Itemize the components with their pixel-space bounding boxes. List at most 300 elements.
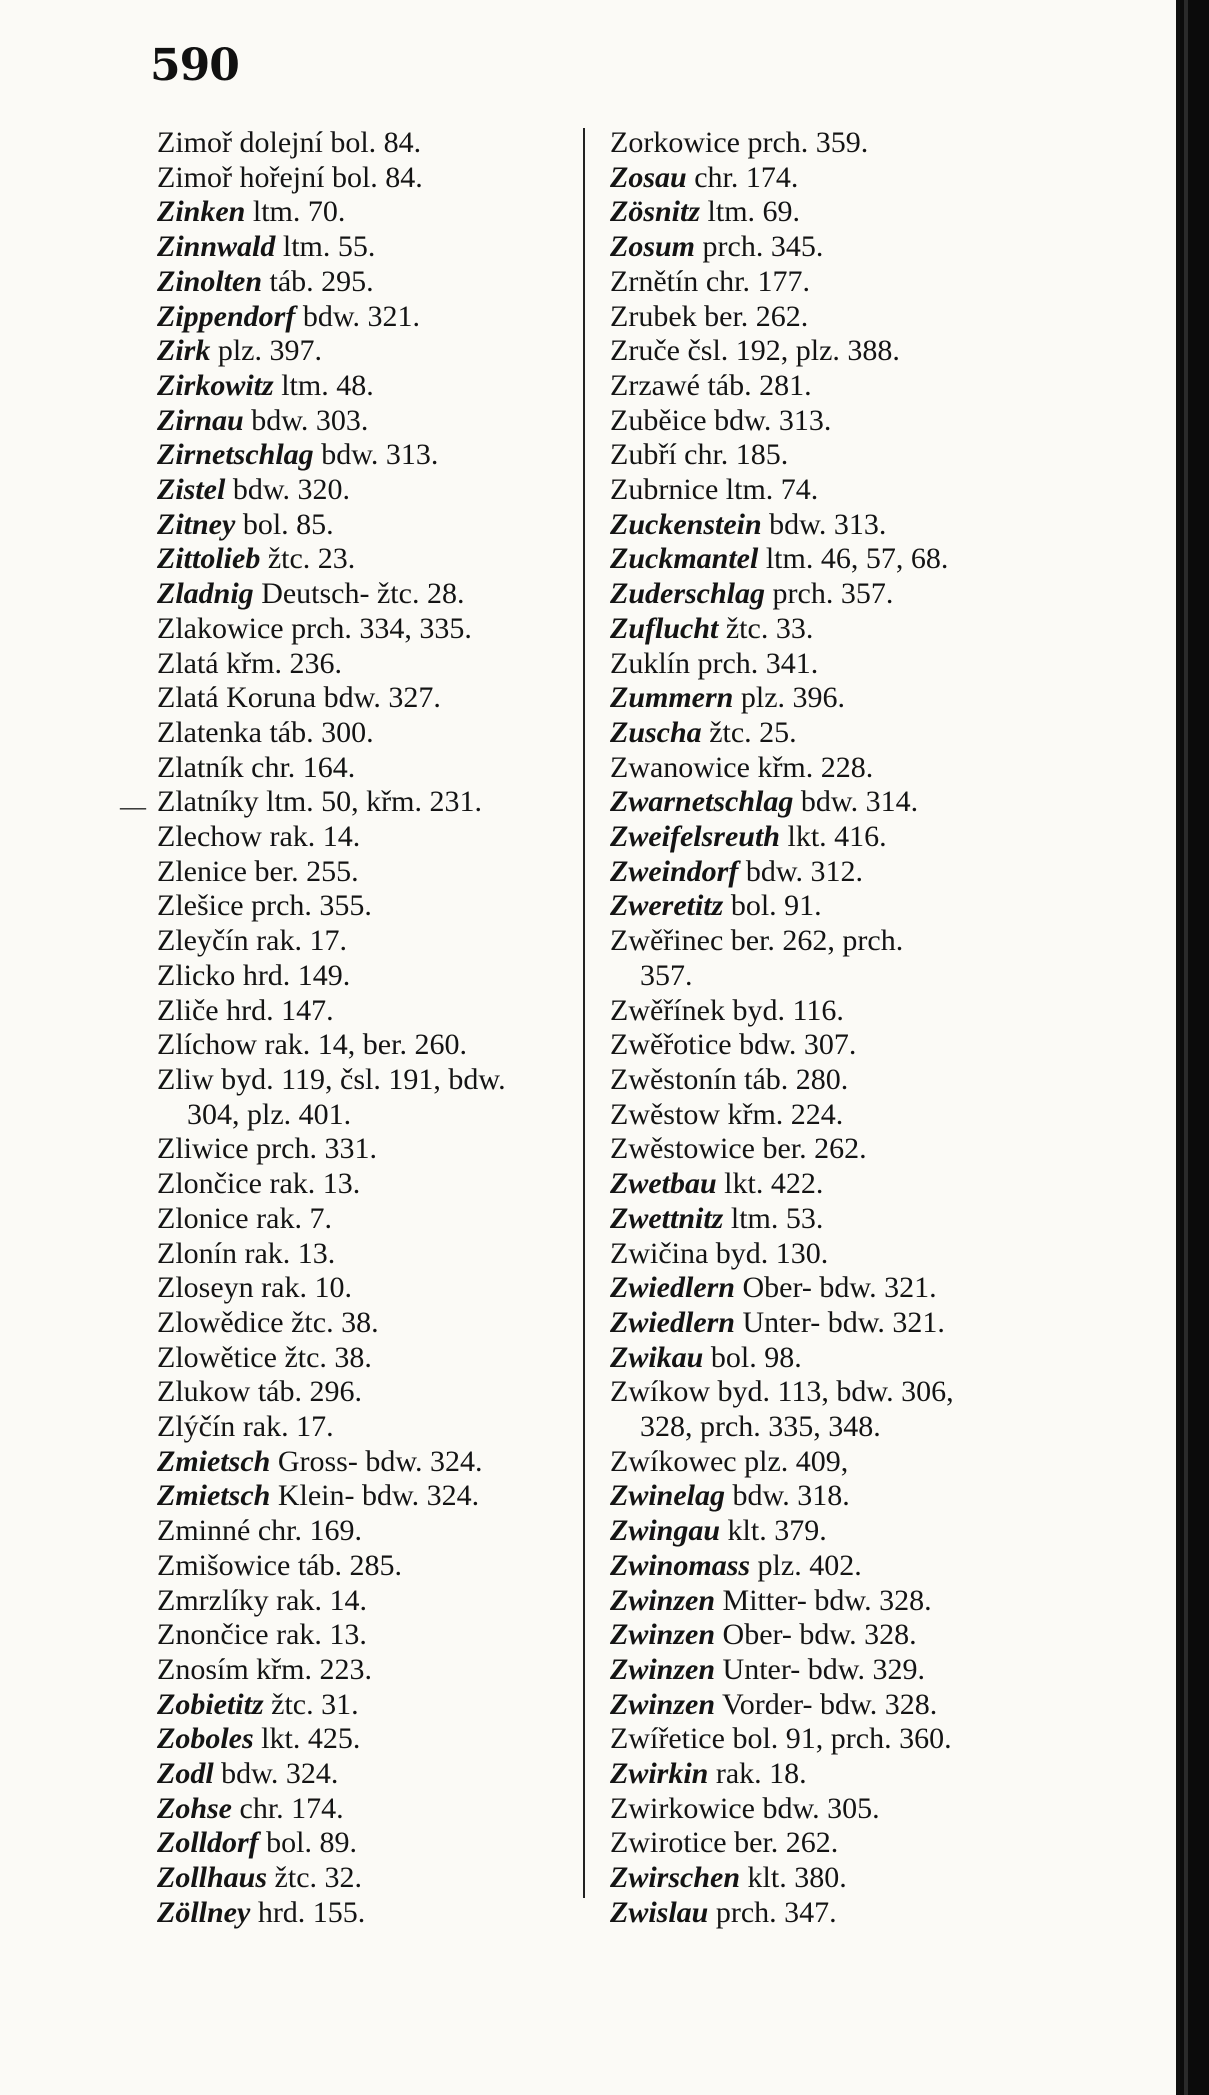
place-reference: bol. 91. [730,889,822,923]
index-entry [610,1618,1080,1653]
place-reference: ltm. 48. [281,368,374,402]
index-entry [610,924,1080,993]
place-reference: chr. 174. [694,160,799,194]
place-reference: prch. 355. [251,889,372,923]
place-reference: Unter- bdw. 321. [742,1305,945,1339]
place-name: Zollhaus [157,1861,268,1895]
index-entry [610,369,1080,404]
index-entry [157,1341,567,1376]
index-entry [157,716,567,751]
index-entry [157,855,567,890]
place-reference: ltm. 74. [725,473,819,507]
index-entry [610,265,1080,300]
index-entry [157,1063,567,1132]
place-reference: klt. 380. [747,1861,847,1895]
place-name: Zirnetschlag [157,438,314,472]
place-name: Zmišowice [157,1548,291,1582]
reference-continuation: 304, plz. 401. [187,1097,352,1131]
place-reference: bdw. 324. [221,1757,339,1791]
place-reference: hrd. 155. [257,1895,366,1929]
place-name: Zweifelsreuth [610,820,780,854]
place-name: Zippendorf [157,299,296,333]
margin-dash-mark: — [120,792,146,821]
place-name: Zitney [157,507,236,541]
index-entry [610,1028,1080,1063]
place-reference: rak. 13. [269,1167,361,1201]
place-reference: rak. 14, ber. 260. [264,1028,467,1062]
place-name: Zwirkin [610,1757,709,1791]
index-entry [157,1410,567,1445]
place-reference: plz. 396. [740,681,846,715]
place-reference: bdw. 313. [769,507,887,541]
place-name: Znosím [157,1652,249,1686]
index-entry [157,1514,567,1549]
index-entry [157,334,567,369]
place-name: Zirnau [157,403,244,437]
place-reference: rak. 13. [244,1236,336,1270]
place-reference: ber. 262. [762,1132,867,1166]
place-reference: žtc. 25. [709,715,797,749]
index-entry [157,924,567,959]
place-reference: lkt. 416. [787,820,887,854]
place-name: Zleyčín [157,924,249,958]
place-name: Zlešice [157,889,244,923]
place-name: Zummern [610,681,734,715]
place-reference: bol. 98. [710,1340,802,1374]
place-reference: bol. 85. [242,507,334,541]
index-entry [610,126,1080,161]
place-reference: bdw. 314. [800,785,919,819]
index-entry [610,1375,1080,1444]
place-reference: ltm. 46, 57, 68. [765,542,949,576]
place-name: Zlenice [157,854,247,888]
place-reference: rak. 17. [256,924,347,958]
index-entry [610,1271,1080,1306]
place-reference: bol. 89. [266,1826,358,1860]
place-reference: rak. 14. [276,1583,367,1617]
place-name: Zösnitz [610,195,701,229]
place-reference: táb. 296. [257,1375,362,1409]
place-name: Zwěstowice [610,1132,755,1166]
place-name: Zwinzen [610,1652,716,1686]
place-name: Zliče [157,993,219,1027]
index-entry [610,612,1080,647]
place-reference: bdw. 303. [251,403,369,437]
index-entry [157,542,567,577]
place-name: Zrnětín [610,264,699,298]
place-name: Zuckmantel [610,542,759,576]
index-entry [157,1688,567,1723]
place-reference: bdw. 312. [745,854,864,888]
place-reference: rak. 7. [256,1201,332,1235]
place-reference: ltm. 53. [730,1201,824,1235]
index-entry [157,1306,567,1341]
reference-continuation: 328, prch. 335, 348. [640,1410,881,1444]
place-reference: chr. 177. [705,264,810,298]
index-entry [610,404,1080,439]
place-reference: rak. 18. [715,1757,807,1791]
index-entry [157,1549,567,1584]
index-column-right [610,126,1080,1931]
place-reference: Mitter- bdw. 328. [722,1583,932,1617]
place-reference: žtc. 32. [274,1861,363,1895]
place-name: Zwěřinec [610,924,724,958]
place-name: Zinnwald [157,230,276,264]
index-entry [610,994,1080,1029]
index-entry [610,1861,1080,1896]
place-reference: Ober- bdw. 321. [742,1271,937,1305]
place-reference: křm. 224. [727,1097,844,1131]
place-reference: byd. 116. [732,993,844,1027]
place-name: Zlukow [157,1375,251,1409]
index-entry [610,1132,1080,1167]
place-name: Zlowětice [157,1340,277,1374]
place-name: Zlatá [157,646,219,680]
place-name: Zistel [157,473,226,507]
place-name: Zittolieb [157,542,261,576]
index-entry [610,1584,1080,1619]
place-name: Zuderschlag [610,577,766,611]
index-entry [610,230,1080,265]
place-reference: bdw. 307. [739,1028,857,1062]
place-name: Zwirotice [610,1826,727,1860]
index-entry [157,889,567,924]
index-entry [157,1202,567,1237]
place-reference: prch. 359. [747,126,869,159]
place-name: Zlončice [157,1167,262,1201]
reference-continuation: 357. [640,958,693,992]
index-entry [157,1757,567,1792]
index-entry [157,161,567,196]
index-entry [610,542,1080,577]
place-name: Zwarnetschlag [610,785,794,819]
place-reference: bol. 84. [331,160,423,194]
place-reference: byd. 119, čsl. 191, bdw. [221,1062,506,1096]
place-name: Zwettnitz [610,1201,724,1235]
place-name: Zlechow [157,820,262,854]
place-name: Zweretitz [610,889,724,923]
place-name: Zwěřotice [610,1028,732,1062]
place-reference: ltm. 69. [707,195,801,229]
place-name: Zruče [610,334,680,368]
index-entry [157,1237,567,1272]
index-entry [610,161,1080,196]
place-reference: bdw. 318. [732,1479,850,1513]
place-name: Zloseyn [157,1271,254,1305]
place-reference: Unter- bdw. 329. [722,1652,925,1686]
place-name: Zlatá Koruna [157,681,317,715]
place-name: Zwěřínek [610,993,725,1027]
place-name: Zwinzen [610,1618,716,1652]
index-entry [610,1549,1080,1584]
index-entry [157,1271,567,1306]
index-entry [610,1722,1080,1757]
index-entry [610,820,1080,855]
index-entry [610,1445,1080,1480]
place-name: Zwetbau [610,1167,717,1201]
place-name: Zmietsch [157,1444,271,1478]
place-reference: lkt. 422. [724,1167,824,1201]
place-name: Zwinzen [610,1687,716,1721]
place-name: Zmietsch [157,1479,271,1513]
place-name: Zinolten [157,264,263,298]
place-name: Zuběice [610,403,707,437]
place-reference: křm. 228. [757,750,874,784]
place-reference: ltm. 70. [252,195,346,229]
place-name: Znončice [157,1618,269,1652]
index-entry [157,195,567,230]
place-reference: chr. 174. [239,1791,344,1825]
place-name: Zuscha [610,715,702,749]
place-reference: táb. 281. [707,368,812,402]
index-entry [610,1098,1080,1133]
place-name: Zwířetice [610,1722,725,1756]
index-entry [157,1722,567,1757]
place-name: Zobietitz [157,1687,264,1721]
place-name: Zwěstow [610,1097,720,1131]
place-name: Zinken [157,195,246,229]
place-name: Zwanowice [610,750,750,784]
place-reference: Klein- bdw. 324. [277,1479,480,1513]
index-entry [610,1896,1080,1931]
place-reference: prch. 357. [772,577,894,611]
place-name: Zwislau [610,1895,709,1929]
index-entry [157,1479,567,1514]
place-reference: byd. 113, bdw. 306, [717,1375,954,1409]
index-entry [610,1167,1080,1202]
place-reference: táb. 300. [269,715,374,749]
place-name: Zlowědice [157,1305,284,1339]
place-reference: rak. 13. [276,1618,367,1652]
index-entry [157,369,567,404]
place-reference: bdw. 321. [302,299,421,333]
index-entry [157,1653,567,1688]
place-reference: ber. 262. [704,299,809,333]
place-name: Zwirkowice [610,1791,755,1825]
index-entry [610,195,1080,230]
place-reference: táb. 285. [297,1548,402,1582]
index-entry [157,404,567,439]
index-entry [157,1167,567,1202]
place-reference: Deutsch- žtc. 28. [261,577,465,611]
place-reference: plz. 409, [744,1444,849,1478]
place-name: Zwiedlern [610,1305,735,1339]
place-name: Zlicko [157,958,236,992]
index-entry [610,1826,1080,1861]
place-reference: rak. 14. [269,820,361,854]
index-entry [610,647,1080,682]
place-reference: prch. 331. [256,1132,377,1166]
index-entry [157,126,567,161]
index-entry [610,1237,1080,1272]
place-name: Zminné [157,1514,251,1548]
index-entry [157,1132,567,1167]
index-entry [610,1341,1080,1376]
place-reference: chr. 169. [257,1514,362,1548]
index-entry [610,473,1080,508]
index-entry [157,265,567,300]
place-reference: bdw. 327. [323,681,441,715]
place-reference: žtc. 31. [271,1687,359,1721]
index-entry [157,300,567,335]
place-name: Zuckenstein [610,507,762,541]
place-reference: chr. 164. [251,750,356,784]
place-reference: ltm. 55. [282,230,376,264]
index-entry [157,1896,567,1931]
place-reference: klt. 379. [727,1514,827,1548]
index-entry [157,751,567,786]
place-reference: Vorder- bdw. 328. [722,1687,938,1721]
index-entry [610,1688,1080,1723]
place-name: Zosum [610,230,696,264]
place-reference: žtc. 23. [267,542,356,576]
place-reference: bol. 84. [330,126,422,159]
place-reference: žtc. 33. [725,611,814,645]
place-reference: žtc. 38. [284,1340,372,1374]
place-reference: křm. 236. [226,646,342,680]
page-number: 590 [150,40,239,91]
place-name: Zubrnice [610,473,719,507]
place-name: Zuflucht [610,611,719,645]
place-name: Zwirschen [610,1861,741,1895]
index-entry [157,1584,567,1619]
index-entry [157,820,567,855]
place-reference: prch. 347. [715,1895,837,1929]
index-entry [157,1792,567,1827]
place-name: Zrzawé [610,368,700,402]
index-entry [157,473,567,508]
index-entry [157,1861,567,1896]
index-entry [157,230,567,265]
place-reference: křm. 223. [256,1652,372,1686]
index-entry [157,647,567,682]
index-entry [610,1063,1080,1098]
index-column-left [157,126,567,1931]
place-name: Zwičina [610,1236,709,1270]
index-entry [157,994,567,1029]
place-reference: žtc. 38. [291,1305,379,1339]
place-name: Zwinomass [610,1548,751,1582]
place-name: Zimoř hořejní [157,160,325,194]
place-name: Zlatník [157,750,244,784]
place-name: Zoboles [157,1722,254,1756]
place-name: Zrubek [610,299,697,333]
place-name: Zlonice [157,1201,249,1235]
place-name: Zlíchow [157,1028,257,1062]
place-name: Zlonín [157,1236,237,1270]
index-entry [610,1202,1080,1237]
place-name: Zlýčín [157,1410,236,1444]
place-name: Zubří [610,438,677,472]
place-reference: táb. 295. [269,264,374,298]
index-entry [157,785,567,820]
index-entry [610,300,1080,335]
place-name: Zohse [157,1791,232,1825]
index-entry [610,1479,1080,1514]
place-reference: ltm. 50, křm. 231. [266,785,482,819]
place-name: Zweindorf [610,854,739,888]
place-name: Zirkowitz [157,368,274,402]
place-reference: byd. 130. [715,1236,829,1270]
index-entry [157,612,567,647]
index-entry [157,1826,567,1861]
place-reference: táb. 280. [744,1062,849,1096]
place-reference: lkt. 425. [261,1722,361,1756]
index-entry [610,334,1080,369]
place-reference: bdw. 320. [232,473,351,507]
index-entry [610,438,1080,473]
index-entry [610,785,1080,820]
place-reference: hrd. 149. [242,958,351,992]
place-reference: prch. 345. [702,230,824,264]
place-reference: čsl. 192, plz. 388. [687,334,900,368]
place-name: Zliw [157,1062,214,1096]
place-name: Zorkowice [610,126,740,159]
place-reference: Ober- bdw. 328. [722,1618,917,1652]
place-reference: plz. 402. [757,1548,862,1582]
place-name: Zöllney [157,1895,251,1929]
place-name: Zuklín [610,646,690,680]
place-reference: bol. 91, prch. 360. [732,1722,952,1756]
place-name: Zwěstonín [610,1062,737,1096]
place-name: Zwingau [610,1514,721,1548]
index-entry [610,1757,1080,1792]
place-name: Zladnig [157,577,254,611]
place-reference: bdw. 313. [321,438,439,472]
scan-edge [1180,0,1209,2095]
place-name: Zwíkow [610,1375,710,1409]
index-entry [610,1306,1080,1341]
place-reference: chr. 185. [684,438,789,472]
place-name: Zwíkowec [610,1444,737,1478]
place-reference: ber. 255. [254,854,359,888]
index-entry [610,1514,1080,1549]
place-reference: prch. 341. [697,646,819,680]
place-name: Zwinzen [610,1583,716,1617]
place-name: Zolldorf [157,1826,259,1860]
index-entry [610,716,1080,751]
place-reference: Gross- bdw. 324. [277,1444,483,1478]
column-divider [583,128,585,1898]
place-name: Zosau [610,160,687,194]
place-name: Zimoř dolejní [157,126,323,159]
index-entry [157,438,567,473]
place-name: Zmrzlíky [157,1583,269,1617]
index-entry [157,577,567,612]
place-reference: hrd. 147. [226,993,334,1027]
place-name: Zirk [157,334,211,368]
place-reference: ber. 262, prch. [730,924,904,958]
index-entry [610,855,1080,890]
place-name: Zlatenka [157,715,262,749]
index-entry [610,889,1080,924]
place-name: Zlatníky [157,785,259,819]
place-name: Zlakowice [157,611,284,645]
index-entry [610,751,1080,786]
index-entry [157,508,567,543]
index-entry [157,1028,567,1063]
place-reference: rak. 17. [242,1410,334,1444]
index-entry [157,1618,567,1653]
index-entry [157,959,567,994]
index-entry [610,508,1080,543]
place-name: Zwinelag [610,1479,726,1513]
place-name: Zodl [157,1757,214,1791]
place-reference: plz. 397. [217,334,322,368]
index-entry [157,1375,567,1410]
index-entry [157,681,567,716]
place-reference: prch. 334, 335. [291,611,472,645]
